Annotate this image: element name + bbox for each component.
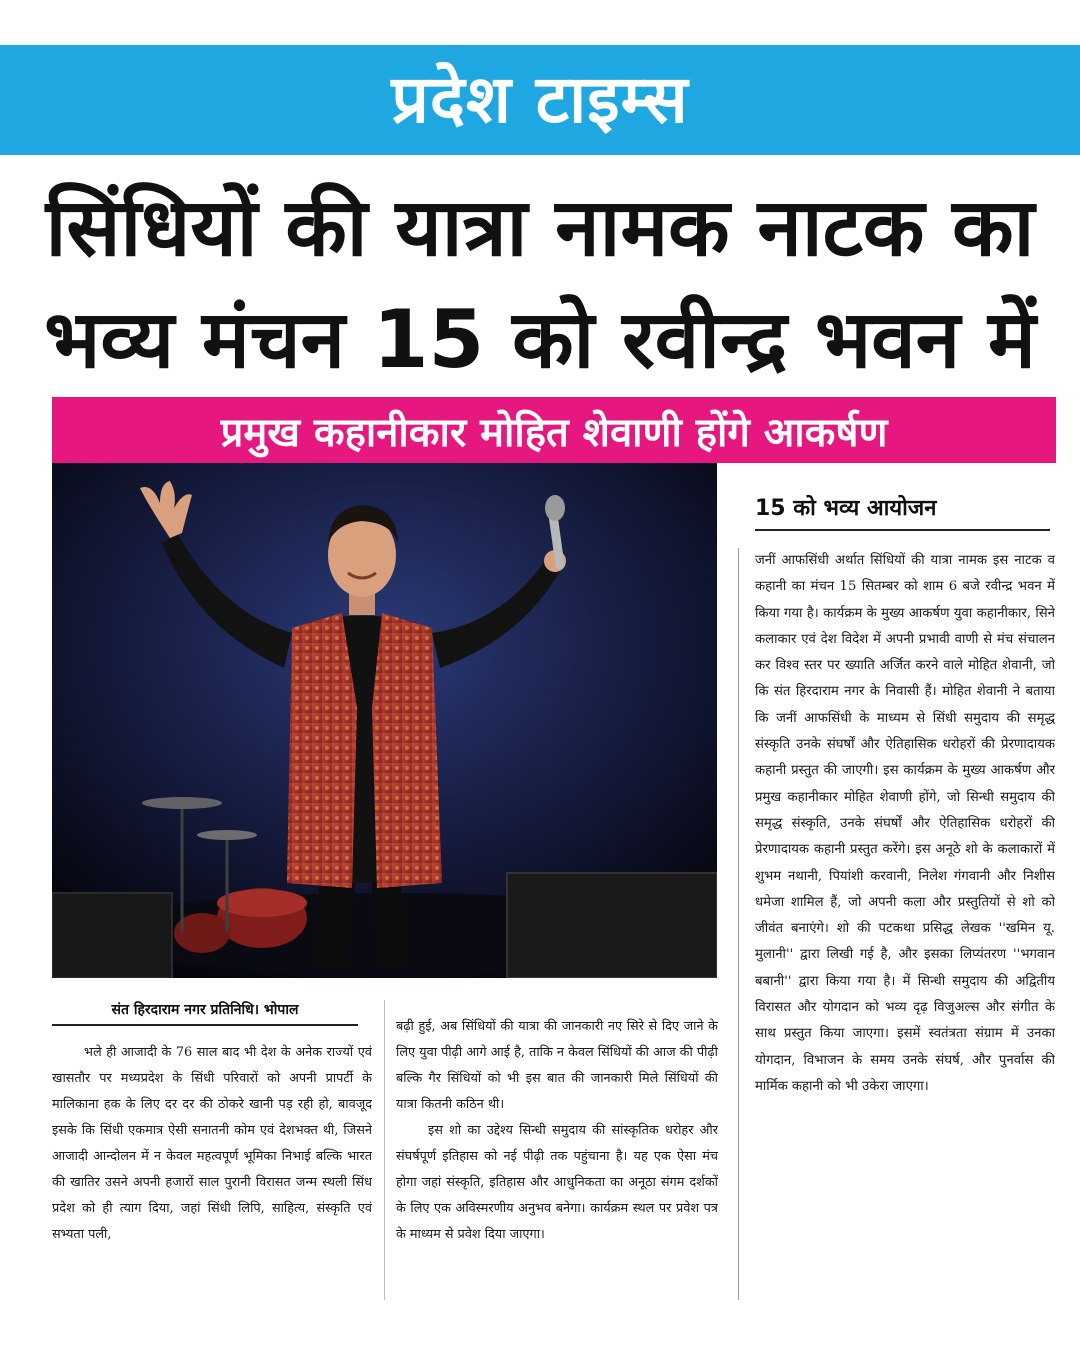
column-divider xyxy=(738,548,739,1300)
headline xyxy=(30,172,1050,396)
masthead-banner xyxy=(0,45,1080,155)
headline-line-1: सिंधियों की यात्रा नामक नाटक का xyxy=(45,181,1035,274)
article-column-2 xyxy=(396,1014,718,1314)
subheadline-text: प्रमुख कहानीकार मोहित शेवाणी होंगे आकर्षण xyxy=(220,409,888,456)
article-column-1: भले ही आजादी के 76 साल बाद भी देश के अनेक राज्यों एवं खासतौर पर मध्यप्रदेश के सिंधी परिवारों को अपनी प्रापर्टी के मालिकाना हक के लिए दर दर की ठोकरे खानी पड़ रही हो, बावजूद इसके कि सिंधी एकमात्र ऐसी सनातनी कोम एवं देशभक्त थी, जिसने आजादी आन्दोलन में न केवल महत्वपूर्ण भूमिका निभाई बल्कि भारत की खातिर उसने अपनी हजारों साल पुरानी विरासत जन्म स्थली सिंध प्रदेश को ही त्याग दिया, जहां सिंधी लिपि, साहित्य, संस्कृति एवं सभ्यता पली, xyxy=(52,1045,372,1242)
subheadline-banner xyxy=(52,397,1056,463)
byline-rule xyxy=(52,1024,358,1026)
newspaper-title: प्रदेश टाइम्स xyxy=(391,61,689,138)
article-column-2-para-2: इस शो का उद्देश्य सिन्धी समुदाय की सांस्कृतिक धरोहर और संघर्षपूर्ण इतिहास को नई पीढ़ी तक पहुंचाना है। यह एक ऐसा मंच होगा जहां संस्कृति, इतिहास और आधुनिकता का अनूठा संगम दर्शकों के लिए एक अविस्मरणीय अनुभव बनेगा। कार्यक्रम स्थल पर प्रवेश पत्र के माध्यम से प्रवेश दिया जाएगा। xyxy=(396,1123,718,1242)
stage-illustration xyxy=(52,463,717,978)
sidebar-heading-rule xyxy=(755,529,1050,531)
headline-line-2: भव्य मंचन 15 को रवीन्द्र भवन में xyxy=(44,293,1036,386)
column-divider-2 xyxy=(384,1000,385,1300)
byline: संत हिरदाराम नगर प्रतिनिधि। भोपाल xyxy=(111,1002,299,1018)
article-column-2-para-1: बढ़ी हुई, अब सिंधियों की यात्रा की जानकारी नए सिरे से दिए जाने के लिए युवा पीढ़ी आगे आई है, ताकि न केवल सिंधियों की आज की पीढ़ी बल्कि गैर सिंधियों को भी इस बात की जानकारी मिले सिंधियों की यात्रा कितनी कठिन थी। xyxy=(396,1019,718,1112)
sidebar-body-text: जनीं आफसिंधी अर्थात सिंधियों की यात्रा नामक इस नाटक व कहानी का मंचन 15 सितम्बर को शाम 6 बजे रवीन्द्र भवन में किया गया है। कार्यक्रम के मुख्य आकर्षण युवा कहानीकार, सिने कलाकार एवं देश विदेश में अपनी प्रभावी वाणी से मंच संचालन कर विश्व स्तर पर ख्याति अर्जित करने वाले मोहित शेवानी, जो कि संत हिरदाराम नगर के निवासी हैं। मोहित शेवानी ने बताया कि जनीं आफसिंधी के माध्यम से सिंधी समुदाय की समृद्ध संस्कृति उनके संघर्षों और ऐतिहासिक धरोहरों की प्रेरणादायक कहानी प्रस्तुत की जाएगी। इस कार्यक्रम के मुख्य आकर्षण और प्रमुख कहानीकार मोहित शेवाणी होंगे, जो सिन्धी समुदाय की समृद्ध संस्कृति, उनके संघर्षों और ऐतिहासिक धरोहरों की प्रेरणादायक कहानी प्रस्तुत करेंगे। इस अनूठे शो के कलाकारों में शुभम नथानी, पियांशी करवानी, निलेश गंगवानी और निशीस धमेजा शामिल हैं, जो अपनी कला और प्रस्तुतियों से शो को जीवंत बनाएंगे। शो की पटकथा प्रसिद्ध लेखक ''खमिन यू. मुलानी'' द्वारा लिखी गई है, और इसका लिप्यंतरण ''भगवान बबानी'' द्वारा किया गया है। में सिन्धी समुदाय की अद्वितीय विरासत और योगदान को भव्य दृढ़ विजुअल्स और संगीत के साथ प्रस्तुत किया जाएगा। इसमें स्वतंत्रता संग्राम में उनका योगदान, विभाजन के समय उनके संघर्ष, और पुनर्वास की मार्मिक कहानी को भी उकेरा जाएगा। xyxy=(755,553,1055,1094)
performer-photo xyxy=(52,463,717,978)
sidebar-heading: 15 को भव्य आयोजन xyxy=(755,496,937,521)
top-margin xyxy=(0,0,1080,45)
